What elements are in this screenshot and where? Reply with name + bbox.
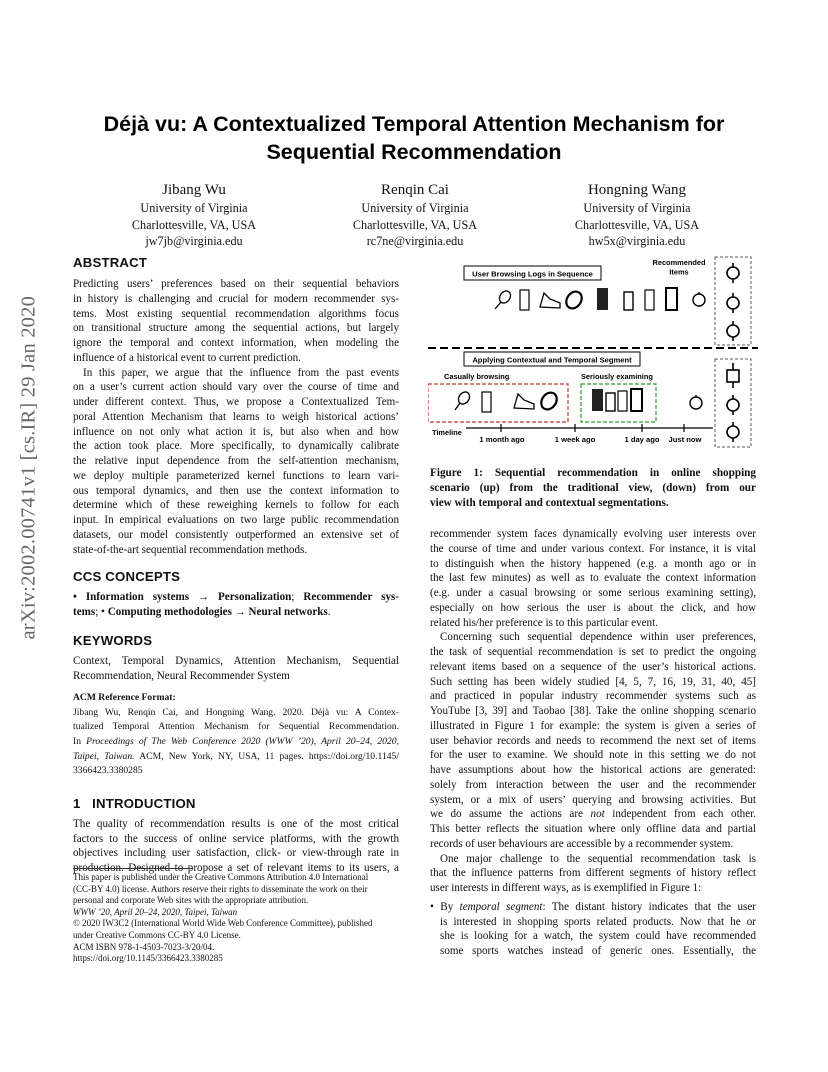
ccs-term: Computing methodologies → Neural networks bbox=[107, 606, 328, 618]
caption-line: Figure 1: Sequential recommendation in online shopping bbox=[430, 467, 756, 479]
text-line bbox=[73, 750, 399, 765]
text-line: the relative input dependence from the self-attention mechanism, bbox=[73, 455, 399, 467]
text-line: Jibang Wu, Renqin Cai, and Hongning Wang. 2020. Déjà vu: A Contex- bbox=[73, 706, 399, 718]
bullet-line bbox=[430, 900, 756, 915]
footnote-line: https://doi.org/10.1145/3366423.3380285 bbox=[73, 953, 223, 964]
bullet-marker: • By bbox=[430, 900, 460, 913]
ccs-term: • Information systems → Personalization bbox=[73, 591, 292, 604]
ccs-sep: ; • bbox=[95, 606, 108, 618]
text-line: the action took place. More specifically, to dynamically calibrate bbox=[73, 440, 399, 453]
text-line: tualized Temporal Attention Mechanism for Sequential Recommendation. bbox=[73, 721, 399, 733]
serious-label: Seriously examining bbox=[581, 372, 653, 381]
text-line: production. Designed to propose a set of relevant items to its users, a bbox=[73, 862, 399, 875]
caption-line: scenario (up) from the traditional view, (down) from our bbox=[430, 481, 756, 494]
title-line-1: Déjà vu: A Contextualized Temporal Attention Mechanism for bbox=[103, 112, 725, 136]
arxiv-stamp: arXiv:2002.00741v1 [cs.IR] 29 Jan 2020 bbox=[17, 295, 40, 640]
author-name: Jibang Wu bbox=[162, 182, 226, 198]
text-line: the task of sequential recommendation is set to predict the ongoing bbox=[430, 646, 756, 658]
text-line: Such setting has been widely studied [4, 5, 7, 16, 19, 31, 40, 45] bbox=[430, 675, 756, 688]
ccs-sep: . bbox=[327, 606, 331, 618]
text-line: is interested in shopping sports related products. Now that he or bbox=[440, 915, 756, 928]
author-location: Charlottesville, VA, USA bbox=[352, 217, 478, 232]
abstract-paragraph-1 bbox=[73, 277, 399, 366]
author-block-1 bbox=[79, 180, 309, 250]
casual-segment-box bbox=[428, 384, 568, 422]
text-line: objectives including user satisfaction, click- or view-through rate in bbox=[73, 847, 399, 860]
text-line: some sports watches instead of generic ones. Essentially, the bbox=[440, 945, 756, 957]
text-line: she is looking for a watch, the system could have recommended bbox=[440, 930, 756, 943]
ref-text: In bbox=[73, 736, 87, 748]
watch-band-icon-2 bbox=[538, 390, 560, 413]
emphasis: not bbox=[590, 808, 605, 821]
keywords-heading: KEYWORDS bbox=[73, 632, 153, 648]
text-run: independent from each other. bbox=[604, 808, 756, 821]
phone-outline-icon bbox=[520, 290, 529, 310]
text-line: the last few minutes) as well as to evaluate the context information bbox=[430, 572, 756, 585]
text-line: related his/her preference is to this particular event. bbox=[430, 616, 658, 629]
paper-title bbox=[60, 110, 768, 166]
footnote-line: personal and corporate Web sites with the appropriate attribution. bbox=[73, 895, 309, 906]
ref-venue: Taipei, Taiwan. bbox=[73, 750, 135, 762]
phone-outline-icon-4 bbox=[618, 391, 627, 411]
acm-ref-heading: ACM Reference Format: bbox=[73, 692, 176, 704]
text-line: state-of-the-art sequential recommendation methods. bbox=[73, 543, 308, 556]
phone-dark-icon-2 bbox=[592, 389, 603, 411]
text-line: ignore the temporal and context information, when modeling the bbox=[73, 337, 399, 349]
stopwatch-icon bbox=[693, 292, 705, 306]
text-line: on a user’s current action should vary over the course of time and bbox=[73, 381, 399, 394]
intro-heading bbox=[73, 796, 399, 811]
text-line: for the user to examine. We should note in this setting we do not bbox=[430, 749, 756, 762]
ccs-concepts bbox=[73, 590, 399, 620]
text-line: This better reflects the situation where only offline data and partial bbox=[430, 823, 756, 835]
text-line bbox=[73, 735, 399, 750]
text-line: system, or a mix of users’ querying and browsing activities. But bbox=[430, 793, 756, 806]
footnote-line: (CC-BY 4.0) license. Authors reserve their rights to disseminate the work on their bbox=[73, 883, 368, 894]
figure-1 bbox=[428, 255, 758, 455]
author-name: Hongning Wang bbox=[587, 182, 687, 198]
phone-keypad-icon bbox=[624, 292, 633, 310]
intro-paragraph bbox=[73, 817, 399, 876]
text-line: The quality of recommendation results is one of the most critical bbox=[73, 817, 399, 830]
text-line: and practiced in popular industry recommender systems such as bbox=[430, 690, 756, 703]
text-run: : The distant history indicates that the user bbox=[542, 900, 756, 913]
text-line: influence on not only what action it is, but also when and how bbox=[73, 425, 399, 438]
phone-slider-icon bbox=[666, 288, 677, 310]
timeline-tick-label: 1 day ago bbox=[624, 435, 660, 444]
text-line: the course of time and under various context. For instance, it is vital bbox=[430, 542, 756, 555]
text-line: poral Attention Mechanism that learns to weigh historical actions’ bbox=[73, 410, 399, 423]
watch-band-icon bbox=[563, 289, 585, 312]
acm-reference bbox=[73, 691, 399, 779]
text-line: 3366423.3380285 bbox=[73, 765, 143, 777]
figure-diagram bbox=[428, 255, 758, 455]
author-affiliation: University of Virginia bbox=[583, 201, 691, 215]
title-line-2: Sequential Recommendation bbox=[266, 140, 562, 164]
text-line: In this paper, we argue that the influence from the past events bbox=[83, 366, 399, 379]
text-line: on transitional structure among the sequential actions, but largely bbox=[73, 322, 399, 335]
author-block-2 bbox=[300, 180, 530, 250]
ccs-heading: CCS CONCEPTS bbox=[73, 569, 181, 585]
text-line: user behavior records and needs to recommend the next set of items bbox=[430, 734, 756, 747]
text-line: especially on how serious the user is about the click, and how bbox=[430, 601, 756, 614]
author-affiliation: University of Virginia bbox=[140, 201, 248, 215]
text-line: Predicting users’ preferences based on their sequential behaviors bbox=[73, 278, 399, 290]
text-line: we deploy multiple parameterized kernel functions to learn vari- bbox=[73, 469, 399, 482]
footnote-line: This paper is published under the Creative Commons Attribution 4.0 International bbox=[73, 872, 369, 882]
phone-dark-icon bbox=[597, 288, 608, 310]
abstract-heading: ABSTRACT bbox=[73, 255, 148, 270]
bottom-label: Applying Contextual and Temporal Segment bbox=[472, 355, 632, 365]
caption-line: view with temporal and contextual segmentations. bbox=[430, 496, 669, 509]
timeline-tick-label: Just now bbox=[668, 435, 702, 444]
author-location: Charlottesville, VA, USA bbox=[574, 217, 700, 232]
text-line bbox=[73, 590, 399, 605]
shoe-icon-2 bbox=[514, 394, 534, 409]
text-run: we do assume the actions are bbox=[430, 808, 591, 821]
racket-icon-2 bbox=[455, 390, 472, 410]
text-line: influence of a historical event to current prediction. bbox=[73, 351, 301, 364]
footnote-line: © 2020 IW3C2 (International World Wide Web Conference Committee), published bbox=[73, 918, 373, 929]
ref-venue: Proceedings of The Web Conference 2020 (WWW ’20), April 20–24, 2020, bbox=[86, 736, 399, 748]
text-line: determine which of these reweighing kernels to follow for each bbox=[73, 499, 399, 512]
recommended-box-top bbox=[715, 257, 751, 345]
text-line: user interests in different ways, as is exemplified in Figure 1: bbox=[430, 882, 702, 894]
author-name: Renqin Cai bbox=[381, 182, 449, 198]
text-line: (e.g. under a casual browsing or some serious examining setting), bbox=[430, 587, 756, 599]
abstract-paragraph-2 bbox=[73, 366, 399, 558]
phone-outline-icon-3 bbox=[482, 392, 491, 412]
right-column bbox=[430, 527, 756, 959]
watch-icon bbox=[727, 263, 739, 341]
text-line: Concerning such sequential dependence within user preferences, bbox=[440, 631, 756, 644]
timeline-label: Timeline bbox=[432, 428, 462, 437]
footnote-line: WWW ’20, April 20–24, 2020, Taipei, Taiwan bbox=[73, 906, 238, 917]
phone-outline-icon-2 bbox=[645, 290, 654, 310]
recommended-box-bottom bbox=[715, 359, 751, 447]
sports-watch-icon bbox=[727, 363, 739, 442]
timeline-tick-label: 1 month ago bbox=[479, 435, 525, 444]
text-line: under different context. Thus, we propose a Contextualized Tem- bbox=[73, 396, 399, 408]
author-block-3 bbox=[522, 180, 752, 250]
text-line: YouTube [3, 39] and Taobao [38]. Take the online shopping scenario bbox=[430, 705, 756, 717]
text-line: illustrated in Figure 1 for example: the system is given a series of bbox=[430, 719, 756, 732]
text-line: in history is challenging and crucial for modern recommender sys- bbox=[73, 292, 399, 305]
phone-slider-icon-2 bbox=[631, 389, 642, 411]
section-number: 1 bbox=[73, 795, 81, 811]
text-line: Recommendation, Neural Recommender System bbox=[73, 669, 290, 682]
emphasis: temporal segment bbox=[459, 900, 543, 913]
text-line: tems. Most existing sequential recommendation algorithms focus bbox=[73, 307, 399, 320]
author-email: jw7jb@virginia.edu bbox=[145, 234, 243, 248]
author-email: rc7ne@virginia.edu bbox=[366, 234, 464, 248]
text-line: datasets, our model consistently outperformed an extensive set of bbox=[73, 528, 399, 541]
text-line bbox=[73, 605, 399, 620]
footnote-rule bbox=[73, 868, 193, 869]
stopwatch-icon-2 bbox=[690, 395, 702, 409]
text-line: relevant items based on a sequence of the user’s historical actions. bbox=[430, 660, 756, 673]
left-column bbox=[73, 255, 399, 876]
recommended-label-1: Recommended bbox=[652, 258, 706, 267]
top-label: User Browsing Logs in Sequence bbox=[472, 269, 593, 279]
text-line: Context, Temporal Dynamics, Attention Mechanism, Sequential bbox=[73, 654, 399, 667]
ref-text: ACM, New York, NY, USA, 11 pages. https://doi.org/10.1145/ bbox=[134, 750, 400, 762]
text-line: ous temporal dynamics, and then use the context information to bbox=[73, 484, 399, 497]
footnote-line: under Creative Commons CC-BY 4.0 License. bbox=[73, 929, 241, 940]
casual-label: Casually browsing bbox=[444, 372, 510, 381]
footnote bbox=[73, 872, 399, 965]
text-line: recommender system faces dynamically evolving user interests over bbox=[430, 528, 756, 540]
text-line: input. In empirical evaluations on two large public recommendation bbox=[73, 514, 399, 526]
timeline-tick-label: 1 week ago bbox=[554, 435, 596, 444]
figure-caption bbox=[430, 466, 756, 510]
ccs-sep: ; bbox=[291, 591, 304, 604]
ccs-term: Recommender sys- bbox=[303, 591, 400, 604]
text-line: One major challenge to the sequential recommendation task is bbox=[440, 852, 756, 865]
recommended-label-2: Items bbox=[669, 267, 689, 277]
text-line: have assumptions about how the historical actions are generated: bbox=[430, 764, 756, 776]
author-location: Charlottesville, VA, USA bbox=[131, 217, 257, 232]
footnote-line: ACM ISBN 978-1-4503-7023-3/20/04. bbox=[73, 941, 215, 952]
text-line bbox=[430, 807, 756, 822]
keywords bbox=[73, 654, 399, 684]
text-line: solely from interaction between the user and the recommender bbox=[430, 778, 756, 791]
section-title: INTRODUCTION bbox=[92, 795, 196, 811]
author-email: hw5x@virginia.edu bbox=[588, 234, 686, 248]
phone-keypad-icon-2 bbox=[606, 393, 615, 411]
text-line: to distinguish when the history happened (e.g. a month ago or in bbox=[430, 557, 756, 570]
shoe-icon bbox=[540, 293, 560, 308]
text-line: factors to the success of online service platforms, with the growth bbox=[73, 832, 399, 845]
text-line: that the influence patterns from different segments of history reflect bbox=[430, 867, 756, 880]
racket-icon bbox=[495, 289, 513, 309]
text-line: records of user behaviours are accessible by a recommender system. bbox=[430, 837, 734, 850]
author-affiliation: University of Virginia bbox=[361, 201, 469, 215]
ccs-term: tems bbox=[73, 606, 96, 618]
